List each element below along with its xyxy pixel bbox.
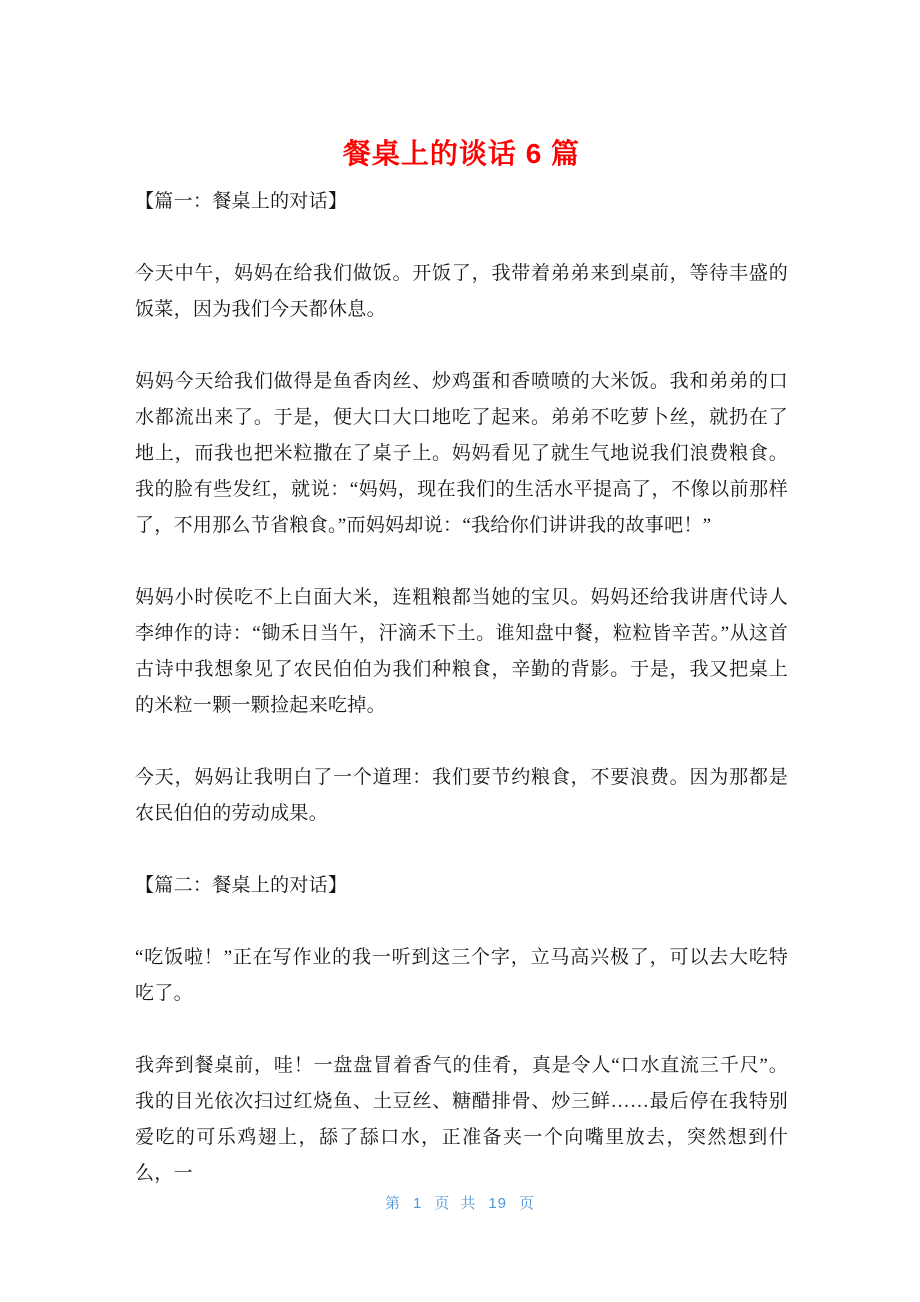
page-footer — [0, 1193, 920, 1215]
footer-page-prefix-label: 第 — [384, 1196, 401, 1212]
paragraph: 我奔到餐桌前，哇！一盘盘冒着香气的佳肴，真是令人“口水直流三千尺”。我的目光依次扫过红烧鱼、土豆丝、糖醋排骨、炒三鲜……最后停在我特别爱吃的可乐鸡翅上，舔了舔口水，正准备夹一个向嘴里放去，突然想到什么，一 — [135, 1055, 788, 1184]
footer-total-unit-label: 页 — [519, 1196, 536, 1212]
section-2-heading: 【篇二：餐桌上的对话】 — [135, 875, 348, 896]
total-page-count: 19 — [488, 1195, 508, 1212]
section-1-heading: 【篇一：餐桌上的对话】 — [135, 191, 348, 212]
current-page-number: 1 — [412, 1195, 423, 1212]
section-2 — [135, 868, 788, 1192]
section-1 — [135, 184, 788, 832]
paragraph: 妈妈小时侯吃不上白面大米，连粗粮都当她的宝贝。妈妈还给我讲唐代诗人李绅作的诗：“锄禾日当午，汗滴禾下土。谁知盘中餐，粒粒皆辛苦。”从这首古诗中我想象见了农民伯伯为我们种粮食，辛勤的背影。于是，我又把桌上的米粒一颗一颗捡起来吃掉。 — [135, 587, 788, 716]
document-title: 餐桌上的谈话 6 篇 — [342, 138, 581, 169]
footer-page-unit-label: 页 — [434, 1196, 451, 1212]
paragraph: “吃饭啦！”正在写作业的我一听到这三个字，立马高兴极了，可以去大吃特吃了。 — [135, 947, 788, 1004]
paragraph: 今天中午，妈妈在给我们做饭。开饭了，我带着弟弟来到桌前，等待丰盛的饭菜，因为我们今天都休息。 — [135, 263, 788, 320]
footer-total-label: 共 — [460, 1196, 477, 1212]
paragraph: 妈妈今天给我们做得是鱼香肉丝、炒鸡蛋和香喷喷的大米饭。我和弟弟的口水都流出来了。于是，便大口大口地吃了起来。弟弟不吃萝卜丝，就扔在了地上，而我也把米粒撒在了桌子上。妈妈看见了就生气地说我们浪费粮食。我的脸有些发红，就说：“妈妈，现在我们的生活水平提高了，不像以前那样了，不用那么节省粮食。”而妈妈却说：“我给你们讲讲我的故事吧！” — [135, 371, 788, 536]
paragraph: 今天，妈妈让我明白了一个道理：我们要节约粮食，不要浪费。因为那都是农民伯伯的劳动成果。 — [135, 767, 788, 824]
